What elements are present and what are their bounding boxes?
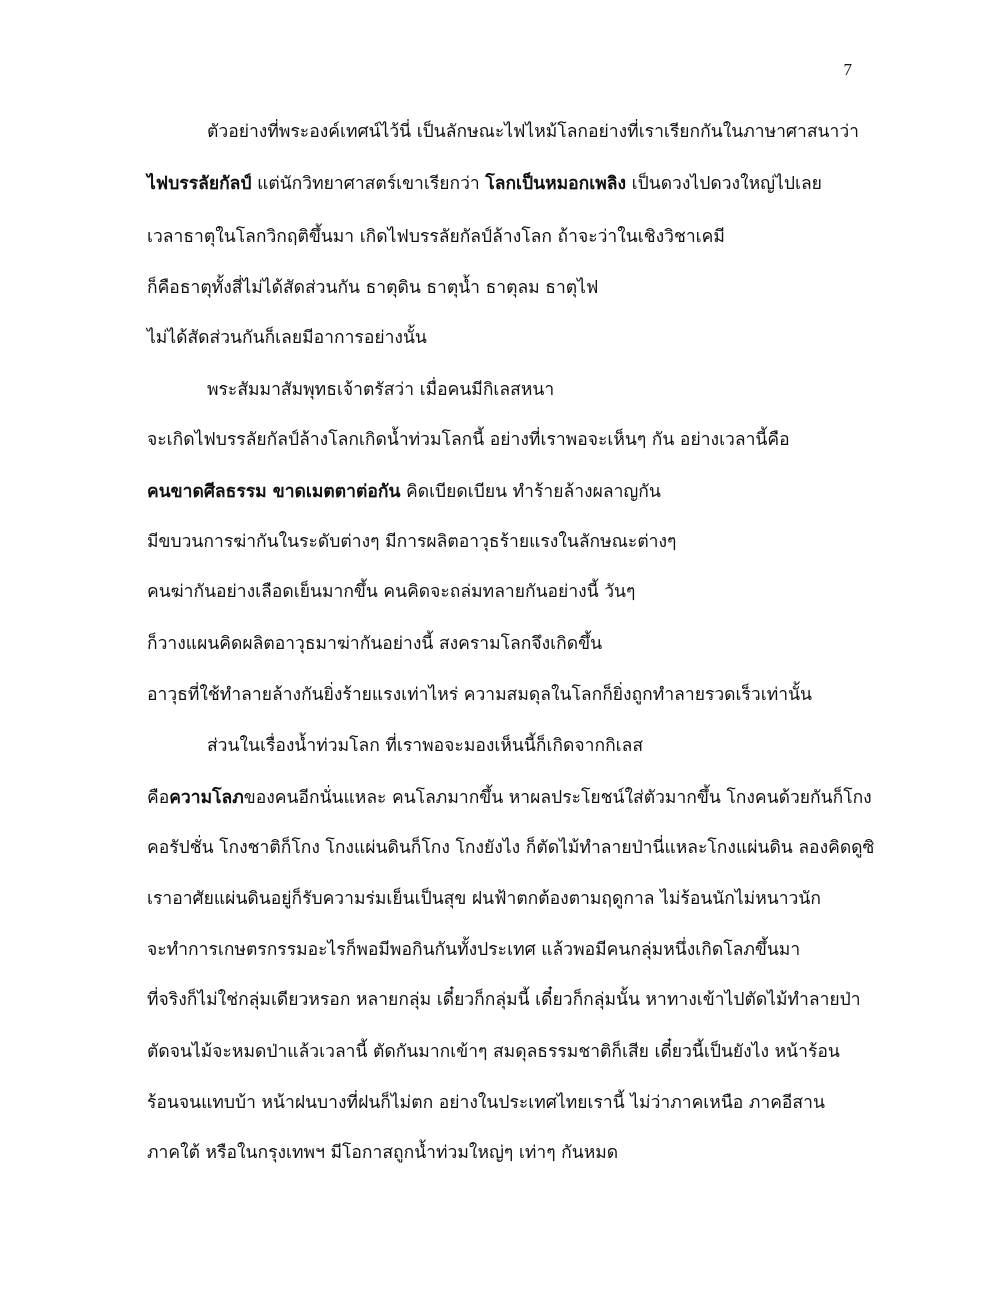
text-line <box>147 632 602 656</box>
text-segment: มีขบวนการฆ่ากันในระดับต่างๆ มีการผลิตอาวุธร้ายแรงในลักษณะต่างๆ <box>147 532 677 552</box>
text-segment: คิดเบียดเบียน ทำร้ายล้างผลาญกัน <box>400 482 661 502</box>
bold-text-segment: ความโลภ <box>169 788 244 808</box>
text-segment: คนฆ่ากันอย่างเลือดเย็นมากขึ้น คนคิดจะถล่มทลายกันอย่างนี้ วันๆ <box>147 582 636 602</box>
text-line <box>147 786 872 810</box>
text-line <box>147 1091 825 1115</box>
text-line <box>147 428 790 452</box>
text-segment: แต่นักวิทยาศาสตร์เขาเรียกว่า <box>251 174 486 194</box>
bold-text-segment: คนขาดศีลธรรม ขาดเมตตาต่อกัน <box>147 482 401 502</box>
text-segment: ก็คือธาตุทั้งสี่ไม่ได้สัดส่วนกัน ธาตุดิน ธาตุน้ำ ธาตุลม ธาตุไฟ <box>147 278 599 298</box>
text-segment: เป็นดวงไปดวงใหญ่ไปเลย <box>626 174 822 194</box>
text-segment: ตัดจนไม้จะหมดป่าแล้วเวลานี้ ตัดกันมากเข้าๆ สมดุลธรรมชาติก็เสีย เดี๋ยวนี้เป็นยังไง หน้าร้อน <box>147 1042 840 1062</box>
bold-text-segment: โลกเป็นหมอกเพลิง <box>485 174 627 194</box>
text-segment: คอรัปชั่น โกงชาติก็โกง โกงแผ่นดินก็โกง โกงยังไง ก็ตัดไม้ทำลายป่านี่แหละโกงแผ่นดิน ลองคิดดูซิ <box>147 838 875 858</box>
text-segment: ภาคใต้ หรือในกรุงเทพฯ มีโอกาสถูกน้ำท่วมใหญ่ๆ เท่าๆ กันหมด <box>147 1143 619 1163</box>
text-segment: คือ <box>147 788 170 808</box>
text-line <box>147 836 874 860</box>
text-segment: จะเกิดไฟบรรลัยกัลป์ล้างโลกเกิดน้ำท่วมโลกนี้ อย่างที่เราพอจะเห็นๆ กัน อย่างเวลานี้คือ <box>147 430 790 450</box>
text-segment: พระสัมมาสัมพุทธเจ้าตรัสว่า เมื่อคนมีกิเลสหนา <box>207 380 555 400</box>
text-segment: จะทำการเกษตรกรรมอะไรก็พอมีพอกินกันทั้งประเทศ แล้วพอมีคนกลุ่มหนึ่งเกิดโลภขึ้นมา <box>147 940 801 960</box>
text-line <box>207 378 554 402</box>
text-segment: ของคนอีกนั่นแหละ คนโลภมากขึ้น หาผลประโยชน์ใส่ตัวมากขึ้น โกงคนด้วยกันก็โกง <box>243 788 872 808</box>
text-line <box>147 326 427 350</box>
text-line <box>147 938 800 962</box>
text-line <box>147 1141 618 1165</box>
text-line <box>147 172 822 196</box>
text-segment: ร้อนจนแทบบ้า หน้าฝนบางที่ฝนก็ไม่ตก อย่างในประเทศไทยเรานี้ ไม่ว่าภาคเหนือ ภาคอีสาน <box>147 1093 825 1113</box>
text-line <box>147 530 676 554</box>
text-line <box>147 276 598 300</box>
text-line <box>147 225 725 249</box>
text-line <box>207 120 859 144</box>
page-number: 7 <box>843 60 852 79</box>
text-line <box>147 480 661 504</box>
text-segment: ส่วนในเรื่องน้ำท่วมโลก ที่เราพอจะมองเห็นนี้ก็เกิดจากกิเลส <box>207 736 644 756</box>
text-segment: เวลาธาตุในโลกวิกฤติขึ้นมา เกิดไฟบรรลัยกัลป์ล้างโลก ถ้าจะว่าในเชิงวิชาเคมี <box>147 227 725 247</box>
text-line <box>147 683 812 707</box>
text-segment: อาวุธที่ใช้ทำลายล้างกันยิ่งร้ายแรงเท่าไหร่ ความสมดุลในโลกก็ยิ่งถูกทำลายรวดเร็วเท่านั้น <box>147 685 813 705</box>
bold-text-segment: ไฟบรรลัยกัลป์ <box>147 174 252 194</box>
text-segment: ตัวอย่างที่พระองค์เทศน์ไว้นี่ เป็นลักษณะไฟไหม้โลกอย่างที่เราเรียกกันในภาษาศาสนาว่า <box>207 122 859 142</box>
text-line <box>147 887 821 911</box>
text-line <box>147 988 861 1012</box>
text-segment: เราอาศัยแผ่นดินอยู่ก็รับความร่มเย็นเป็นสุข ฝนฟ้าตกต้องตามฤดูกาล ไม่ร้อนนักไม่หนาวนัก <box>147 889 821 909</box>
text-line <box>207 734 643 758</box>
text-segment: ก็วางแผนคิดผลิตอาวุธมาฆ่ากันอย่างนี้ สงครามโลกจึงเกิดขึ้น <box>147 634 603 654</box>
text-line <box>147 580 635 604</box>
text-segment: ที่จริงก็ไม่ใช่กลุ่มเดียวหรอก หลายกลุ่ม เดี๋ยวก็กลุ่มนี้ เดี๋ยวก็กลุ่มนั้น หาทางเข้าไปตัดไม้ทำลายป่า <box>147 990 861 1010</box>
text-segment: ไม่ได้สัดส่วนกันก็เลยมีอาการอย่างนั้น <box>147 328 427 348</box>
text-line <box>147 1040 840 1064</box>
